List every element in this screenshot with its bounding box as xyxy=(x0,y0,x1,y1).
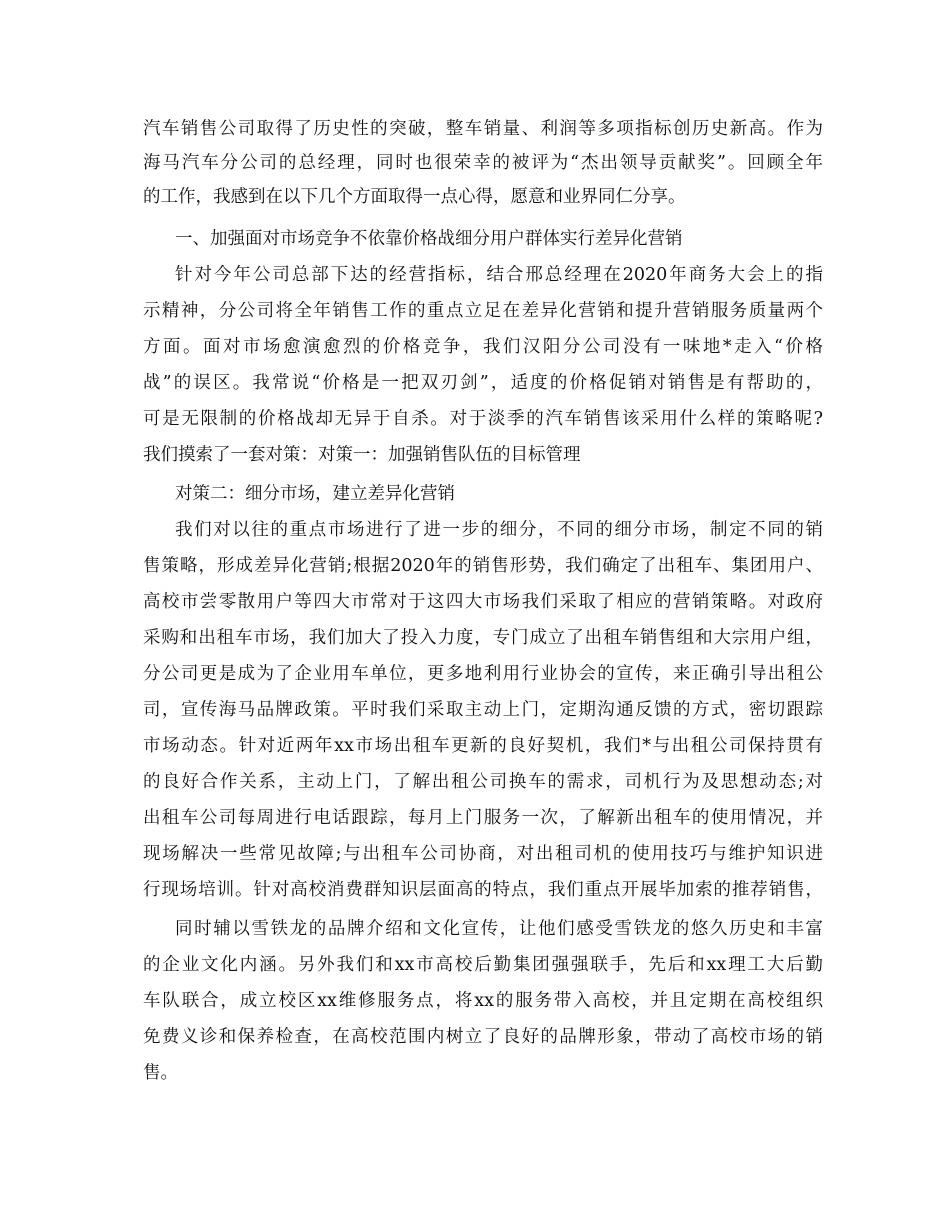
subheading: 对策二：细分市场，建立差异化营销 xyxy=(175,484,455,504)
text-line: 可是无限制的价格战却无异于自杀。对于淡季的汽车销售该采用什么样的策略呢? xyxy=(143,409,823,429)
text-line: 针对今年公司总部下达的经营指标，结合邢总经理在2020年商务大会上的指 xyxy=(175,265,823,285)
text-line: 免费义诊和保养检查，在高校范围内树立了良好的品牌形象，带动了高校市场的销 xyxy=(143,1027,823,1047)
text-line: 行现场培训。针对高校消费群知识层面高的特点，我们重点开展毕加索的推荐销售， xyxy=(143,880,823,900)
text-line: 采购和出租车市场，我们加大了投入力度，专门成立了出租车销售组和大宗用户组， xyxy=(143,628,823,648)
text-line: 战”的误区。我常说“价格是一把双刃剑”，适度的价格促销对销售是有帮助的， xyxy=(143,373,823,393)
text-line: 方面。面对市场愈演愈烈的价格竞争，我们汉阳分公司没有一味地*走入“价格 xyxy=(143,337,823,357)
text-line: 车队联合，成立校区xx维修服务点，将xx的服务带入高校，并且定期在高校组织 xyxy=(143,991,823,1011)
section-heading: 一、加强面对市场竞争不依靠价格战细分用户群体实行差异化营销 xyxy=(175,229,683,249)
text-line: 同时辅以雪铁龙的品牌介绍和文化宣传，让他们感受雪铁龙的悠久历史和丰富 xyxy=(175,919,823,939)
text-line: 的企业文化内涵。另外我们和xx市高校后勤集团强强联手，先后和xx理工大后勤 xyxy=(143,955,823,975)
text-line: 我们摸索了一套对策：对策一：加强销售队伍的目标管理 xyxy=(143,445,581,465)
text-line: 售。 xyxy=(143,1063,178,1083)
text-line: 汽车销售公司取得了历史性的突破，整车销量、利润等多项指标创历史新高。作为 xyxy=(143,119,823,139)
text-line: 我们对以往的重点市场进行了进一步的细分，不同的细分市场，制定不同的销 xyxy=(175,520,823,540)
text-line: 现场解决一些常见故障;与出租车公司协商，对出租司机的使用技巧与维护知识进 xyxy=(143,844,823,864)
text-line: 售策略，形成差异化营销;根据2020年的销售形势，我们确定了出租车、集团用户、 xyxy=(143,556,823,576)
text-line: 高校市尝零散用户等四大市常对于这四大市场我们采取了相应的营销策略。对政府 xyxy=(143,592,823,612)
text-line: 市场动态。针对近两年xx市场出租车更新的良好契机，我们*与出租公司保持贯有 xyxy=(143,736,823,756)
text-line: 分公司更是成为了企业用车单位，更多地利用行业协会的宣传，来正确引导出租公 xyxy=(143,664,823,684)
text-line: 的工作，我感到在以下几个方面取得一点心得，愿意和业界同仁分享。 xyxy=(143,187,686,207)
text-line: 出租车公司每周进行电话跟踪，每月上门服务一次，了解新出租车的使用情况，并 xyxy=(143,808,823,828)
text-line: 司，宣传海马品牌政策。平时我们采取主动上门，定期沟通反馈的方式，密切跟踪 xyxy=(143,700,823,720)
text-line: 示精神，分公司将全年销售工作的重点立足在差异化营销和提升营销服务质量两个 xyxy=(143,301,823,321)
text-line: 海马汽车分公司的总经理，同时也很荣幸的被评为“杰出领导贡献奖”。回顾全年 xyxy=(143,153,823,173)
text-line: 的良好合作关系，主动上门，了解出租公司换车的需求，司机行为及思想动态;对 xyxy=(143,772,823,792)
